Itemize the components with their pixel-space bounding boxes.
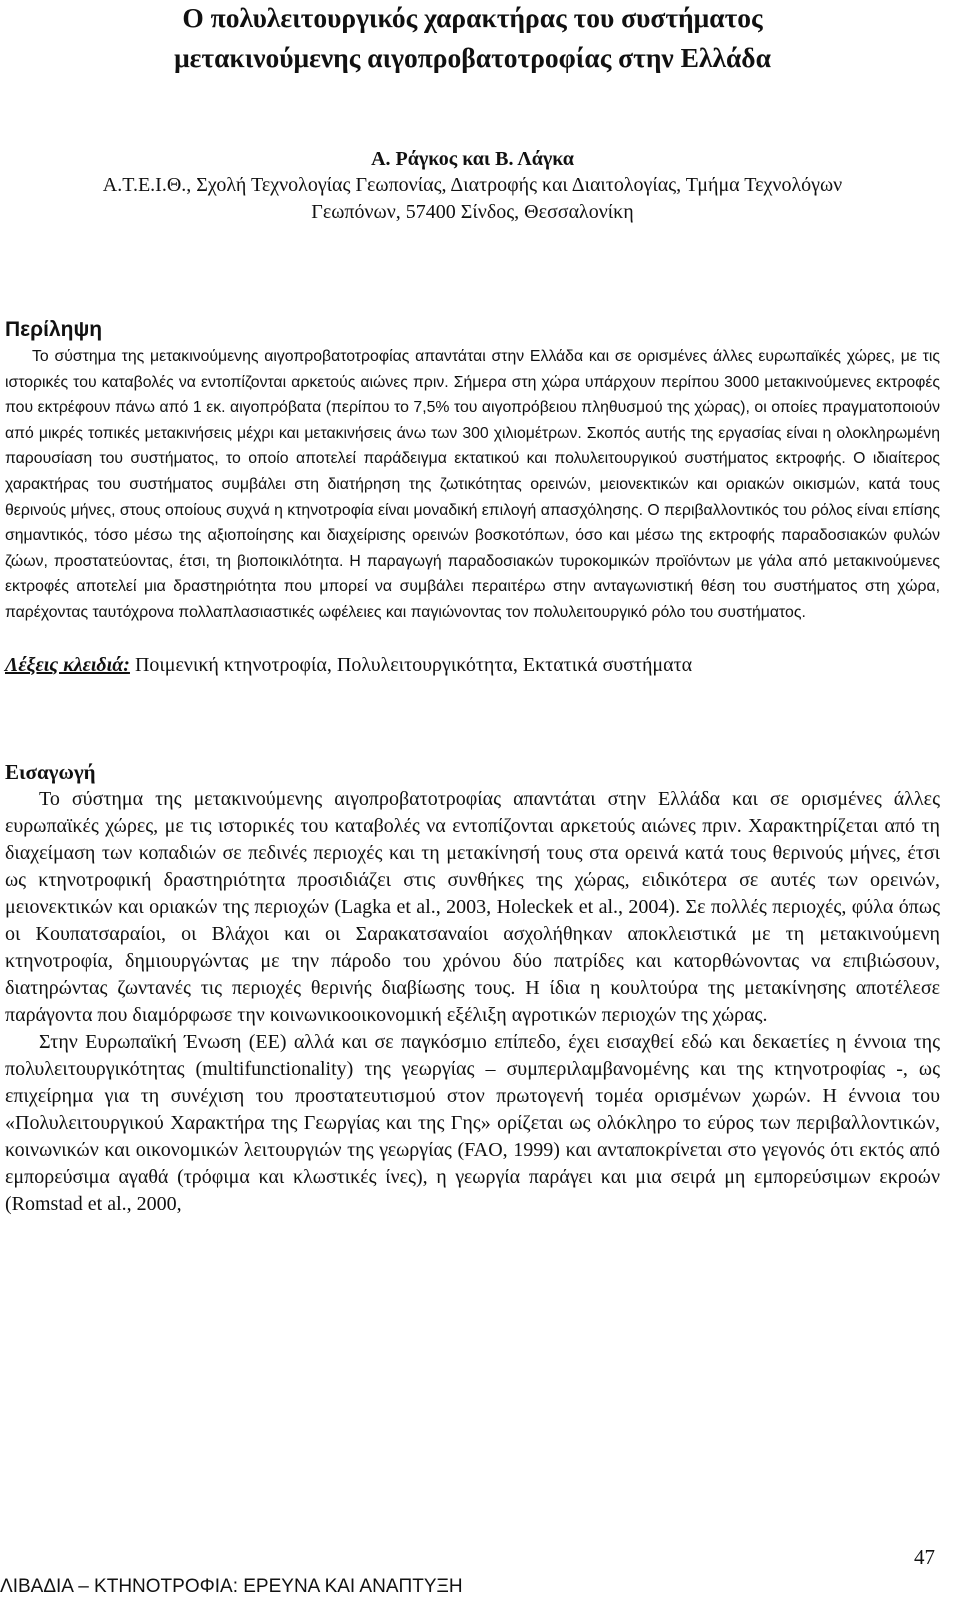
introduction-heading: Εισαγωγή	[5, 759, 96, 784]
introduction-paragraph-1: Το σύστημα της μετακινούμενης αιγοπροβατοτροφίας απαντάται στην Ελλάδα και σε ορισμένες άλλες ευρωπαϊκές χώρες, με τις ιστορικές του καταβολές να εντοπίζονται αρκετούς αιώνες πριν. Χαρακτηρίζεται από τη διαχείμαση των κοπαδιών σε πεδινές περιοχές και τη μετακίνησή τους στα ορεινά κατά τους θερινούς μήνες, έτσι ως κτηνοτροφική δραστηριότητα προσιδιάζει στις συνθήκες της χώρας, ειδικότερα σε αυτές των ορεινών, μειονεκτικών και οριακών της περιοχών (Lagka et al., 2003, Holeckek et al., 2004). Σε πολλές περιοχές, φύλα όπως οι Κουπατσαραίοι, οι Βλάχοι και οι Σαρακατσαναίοι ασχολήθηκαν αποκλειστικά με τη μετακινούμενη κτηνοτροφία, δημιουργώντας με την πάροδο του χρόνου δύο πατρίδες και κατορθώνοντας να επιβιώσουν, διατηρώντας ζωντανές τις περιοχές θερινής διαβίωσης τους. Η ίδια η κουλτούρα της μετακίνησης αποτέλεσε παράγοντα που διαμόρφωσε την κοινωνικοοικονομική εξέλιξη αγροτικών περιοχών της χώρας.	[5, 787, 940, 1026]
page-number: 47	[914, 1545, 935, 1569]
keywords-text: Ποιμενική κτηνοτροφία, Πολυλειτουργικότητα, Εκτατικά συστήματα	[129, 653, 693, 676]
authors: Α. Ράγκος και Β. Λάγκα	[371, 148, 574, 170]
journal-footer: ΛΙΒΑΔΙΑ – ΚΤΗΝΟΤΡΟΦΙΑ: ΕΡΕΥΝΑ ΚΑΙ ΑΝΑΠΤΥΞΗ	[0, 1576, 463, 1597]
abstract-text: Το σύστημα της μετακινούμενης αιγοπροβατοτροφίας απαντάται στην Ελλάδα και σε ορισμένες άλλες ευρωπαϊκές χώρες, με τις ιστορικές του καταβολές να εντοπίζονται αρκετούς αιώνες πριν. Σήμερα στη χώρα υπάρχουν περίπου 3000 μετακινούμενες εκτροφές που εκτρέφουν πάνω από 1 εκ. αιγοπρόβατα (περίπου το 7,5% του αιγοπρόβειου πληθυσμού της χώρας), οι οποίες πραγματοποιούν από μικρές τοπικές μετακινήσεις μέχρι και μετακινήσεις άνω των 300 χιλιομέτρων. Σκοπός αυτής της εργασίας είναι η ολοκληρωμένη παρουσίαση του συστήματος, το οποίο αποτελεί παράδειγμα εκτατικού και πολυλειτουργικού συστήματος εκτροφής. Ο ιδιαίτερος χαρακτήρας του συστήματος συμβάλει στη διατήρηση της ζωτικότητας ορεινών, μειονεκτικών και οριακών οικισμών, κατά τους θερινούς μήνες, στους οποίους συχνά η κτηνοτροφία είναι μοναδική επιλογή απασχόλησης. Ο περιβαλλοντικός του ρόλος είναι επίσης σημαντικός, τόσο μέσω της αξιοποίησης και διαχείρισης ορεινών βοσκοτόπων, όσο και μέσω της εκτροφής παραδοσιακών φυλών ζώων, προστατεύοντας, έτσι, τη βιοποικιλότητα. Η παραγωγή παραδοσιακών τυροκομικών προϊόντων με γάλα από μετακινούμενες εκτροφές αποτελεί μια δραστηριότητα που μπορεί να συμβάλει περαιτέρω στην ανταγωνιστική θέση του συστήματος στη χώρα, παρέχοντας ταυτόχρονα πολλαπλασιαστικές ωφέλειες και παγιώνοντας τον πολυλειτουργικό ρόλο του συστήματος.	[5, 348, 941, 621]
abstract-heading: Περίληψη	[5, 318, 103, 341]
affiliation-line-1: Α.Τ.Ε.Ι.Θ., Σχολή Τεχνολογίας Γεωπονίας, Διατροφής και Διαιτολογίας, Τμήμα Τεχνολόγων	[102, 174, 843, 196]
keywords-label: Λέξεις κλειδιά:	[5, 653, 130, 676]
keywords	[5, 652, 940, 678]
paper-page	[5, 0, 940, 1218]
introduction-paragraph-2: Στην Ευρωπαϊκή Ένωση (ΕΕ) αλλά και σε παγκόσμιο επίπεδο, έχει εισαχθεί εδώ και δεκαετίες η έννοια της πολυλειτουργικότητας (multifunctionality) της γεωργίας – συμπεριλαμβανομένης και της κτηνοτροφίας -, ως επιχείρημα για τη συνέχιση του προστατευτισμού στον πρωτογενή τομέα ορισμένων χωρών. Η έννοια του «Πολυλειτουργικού Χαρακτήρα της Γεωργίας και της Γης» ορίζεται ως ολόκληρο το εύρος των περιβαλλοντικών, κοινωνικών και οικονομικών λειτουργιών της γεωργίας (FAO, 1999) και ανταποκρίνεται στο γεγονός ότι εκτός από εμπορεύσιμα αγαθά (τρόφιμα και κλωστικές ίνες), η γεωργία παράγει και μια σειρά μη εμπορεύσιμων εκροών (Romstad et al., 2000,	[5, 1030, 940, 1215]
paper-title	[5, 0, 940, 78]
affiliation	[5, 172, 940, 226]
title-line-2: μετακινούμενης αιγοπροβατοτροφίας στην Ελλάδα	[174, 42, 771, 73]
title-line-1: Ο πολυλειτουργικός χαρακτήρας του συστήματος	[182, 2, 763, 33]
affiliation-line-2: Γεωπόνων, 57400 Σίνδος, Θεσσαλονίκη	[311, 201, 634, 223]
